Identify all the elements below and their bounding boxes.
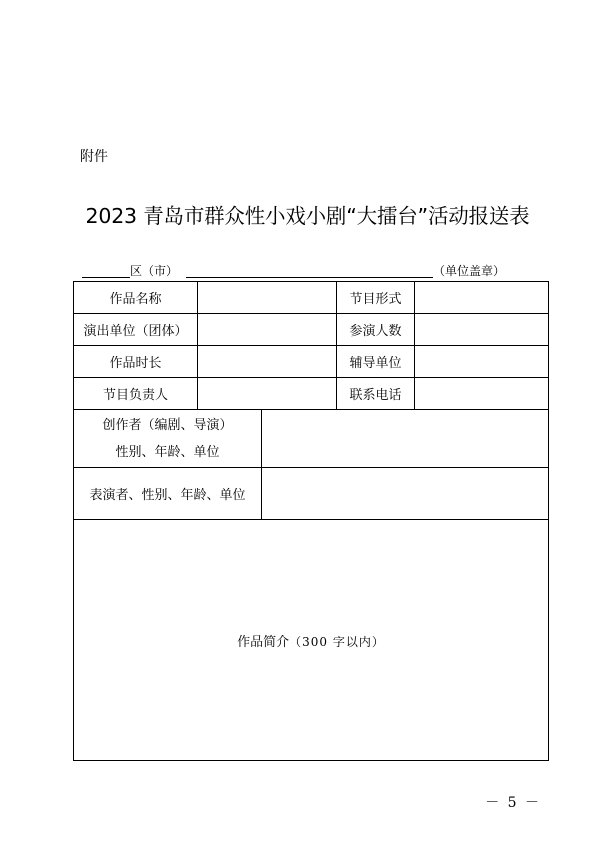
guidance-unit-field[interactable]: [415, 346, 549, 378]
work-name-label: 作品名称: [74, 282, 198, 314]
performing-unit-field[interactable]: [198, 314, 337, 346]
district-line: [0, 262, 615, 282]
form-row: [74, 314, 549, 346]
intro-field[interactable]: [74, 520, 549, 761]
intro-note: （300 字以内）: [289, 634, 385, 649]
form-row: [74, 410, 549, 468]
program-form-label: 节目形式: [337, 282, 415, 314]
creator-label-line1: 创作者（编剧、导演）: [102, 417, 233, 433]
creator-field[interactable]: [262, 410, 549, 468]
program-form-field[interactable]: [415, 282, 549, 314]
form-row: [74, 282, 549, 314]
work-name-field[interactable]: [198, 282, 337, 314]
phone-label: 联系电话: [337, 378, 415, 410]
performers-label: 表演者、性别、年龄、单位: [74, 468, 262, 520]
form-row: [74, 520, 549, 761]
creator-label: [74, 410, 262, 468]
duration-field[interactable]: [198, 346, 337, 378]
performers-field[interactable]: [262, 468, 549, 520]
creator-label-line2: 性别、年龄、单位: [115, 444, 220, 460]
submission-form: [73, 281, 549, 761]
program-lead-field[interactable]: [198, 378, 337, 410]
form-row: [74, 346, 549, 378]
cast-count-field[interactable]: [415, 314, 549, 346]
program-lead-label: 节目负责人: [74, 378, 198, 410]
cast-count-label: 参演人数: [337, 314, 415, 346]
phone-field[interactable]: [415, 378, 549, 410]
page-number: － 5 －: [485, 795, 541, 811]
duration-label: 作品时长: [74, 346, 198, 378]
unit-name-blank[interactable]: [186, 277, 433, 278]
seal-note: （单位盖章）: [433, 264, 506, 278]
intro-label: 作品简介: [237, 634, 290, 650]
district-label: 区（市）: [130, 264, 179, 278]
guidance-unit-label: 辅导单位: [337, 346, 415, 378]
form-title: 2023 青岛市群众性小戏小剧“大擂台”活动报送表: [85, 204, 530, 228]
district-blank[interactable]: [82, 277, 130, 278]
form-row: [74, 468, 549, 520]
form-row: [74, 378, 549, 410]
attachment-label: 附件: [80, 149, 108, 165]
performing-unit-label: 演出单位（团体）: [74, 314, 198, 346]
